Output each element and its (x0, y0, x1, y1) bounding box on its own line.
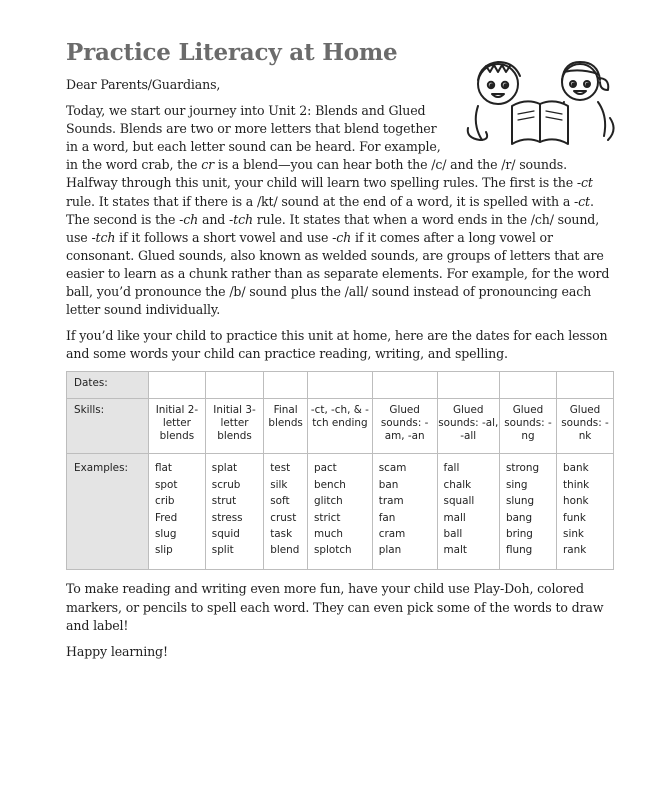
skills-row (67, 399, 614, 454)
examples-cell (437, 454, 499, 570)
example-word: bank (563, 462, 589, 475)
table-intro: If you’d like your child to practice this unit at home, here are the dates for each lesson and some words your child can practice reading, writing, and spelling. (66, 328, 608, 362)
skill-cell: Initial 2-letter blends (149, 399, 206, 454)
examples-label: Examples: (67, 454, 149, 570)
example-word: task (270, 528, 293, 541)
skill-cell: Final blends (264, 399, 308, 454)
example-word: malt (443, 544, 467, 557)
example-word: crib (155, 495, 175, 508)
example-word: fan (378, 511, 396, 524)
example-word: strict (314, 511, 341, 524)
example-word: pact (314, 462, 337, 475)
date-cell (149, 372, 206, 399)
skill-cell: Glued sounds: -nk (557, 399, 614, 454)
intro-italic-term: -ch (332, 229, 352, 245)
example-word: strut (211, 495, 237, 508)
example-word: slip (155, 544, 173, 557)
example-word: fall (443, 462, 460, 475)
example-word: honk (563, 495, 589, 508)
example-word: spot (155, 478, 178, 491)
example-word: slug (155, 528, 177, 541)
example-word: split (211, 544, 234, 557)
example-word: slung (505, 495, 535, 508)
letter-page (66, 38, 614, 661)
date-cell (557, 372, 614, 399)
skill-cell: Glued sounds: -ng (499, 399, 556, 454)
example-word: bring (505, 528, 533, 541)
intro-italic-term: -ct (576, 175, 593, 191)
intro-text: . The second is the (66, 193, 594, 227)
intro-text: is a blend—you can hear both the /c/ and the /r/ sounds. Halfway through this unit, your child will learn two spelling rules. The first is the (66, 157, 577, 191)
example-word: glitch (314, 495, 343, 508)
example-word: ball (443, 528, 463, 541)
example-word: crust (270, 511, 297, 524)
children-reading-book-icon (460, 58, 618, 146)
example-word: ban (378, 478, 399, 491)
example-word: silk (270, 478, 288, 491)
example-word: strong (505, 462, 540, 475)
example-word: rank (563, 544, 587, 557)
intro-text: rule. It states that if there is a /kt/ sound at the end of a word, it is spelled with a (66, 193, 575, 209)
intro-text: if it follows a short vowel and use (115, 229, 333, 245)
dates-label: Dates: (67, 372, 149, 399)
examples-cell (308, 454, 373, 570)
skill-cell: Glued sounds: -am, -an (372, 399, 437, 454)
example-word: chalk (443, 478, 472, 491)
example-word: scam (378, 462, 407, 475)
example-word: bench (314, 478, 346, 491)
example-word: think (563, 478, 590, 491)
example-word: mall (443, 511, 466, 524)
example-word: sink (563, 528, 584, 541)
examples-cell (264, 454, 308, 570)
dates-row (67, 372, 614, 399)
example-word: cram (378, 528, 406, 541)
example-word: squid (211, 528, 240, 541)
closing-paragraph: To make reading and writing even more fun, have your child use Play-Doh, colored markers, or pencils to spell each word. They can even pick some of the words to draw and label! (66, 581, 604, 633)
examples-row (67, 454, 614, 570)
salutation: Dear Parents/Guardians, (66, 77, 221, 92)
date-cell (499, 372, 556, 399)
intro-italic-term: -ch (179, 211, 199, 227)
example-word: much (314, 528, 344, 541)
examples-cell (149, 454, 206, 570)
skill-cell: Initial 3-letter blends (205, 399, 263, 454)
examples-cell (499, 454, 556, 570)
skill-cell: Glued sounds: -al, -all (437, 399, 499, 454)
date-cell (264, 372, 308, 399)
examples-cell (372, 454, 437, 570)
intro-italic-term: -tch (229, 211, 253, 227)
example-word: stress (211, 511, 243, 524)
date-cell (437, 372, 499, 399)
example-word: splat (211, 462, 238, 475)
example-word: sing (505, 478, 528, 491)
example-word: flat (155, 462, 172, 475)
intro-text: rule. It states that when a word ends in the /ch/ sound, use (66, 211, 600, 245)
example-word: splotch (314, 544, 352, 557)
page-title: Practice Literacy at Home (66, 39, 398, 66)
skills-label: Skills: (67, 399, 149, 454)
example-word: flung (505, 544, 533, 557)
lesson-table (66, 371, 614, 570)
example-word: scrub (211, 478, 241, 491)
intro-text: if it comes after a long vowel or consonant. Glued sounds, also known as welded sounds, are groups of letters that are easier to learn as a chunk rather than as separate elements. For example, for the word ball, you’d pronounce the /b/ sound plus the /all/ sound instead of pronouncing each letter sound individually. (66, 229, 610, 318)
date-cell (205, 372, 263, 399)
example-word: blend (270, 544, 300, 557)
example-word: soft (270, 495, 290, 508)
example-word: plan (378, 544, 402, 557)
skill-cell: -ct, -ch, & -tch ending (308, 399, 373, 454)
example-word: funk (563, 511, 586, 524)
example-word: test (270, 462, 291, 475)
intro-text: and (198, 211, 230, 227)
example-word: Fred (155, 511, 178, 524)
example-word: tram (378, 495, 404, 508)
signoff: Happy learning! (66, 643, 168, 659)
intro-text: Today, we start our journey into Unit 2: Blends and Glued Sounds. Blends are two or more letters that blend together in a word, but each letter sound can be heard. For example, in the word crab, the (66, 103, 441, 173)
intro-italic-term: -tch (91, 229, 116, 245)
intro-italic-term: cr (201, 157, 214, 173)
examples-cell (557, 454, 614, 570)
intro-italic-term: -ct (574, 193, 590, 209)
example-word: bang (505, 511, 533, 524)
date-cell (308, 372, 373, 399)
date-cell (372, 372, 437, 399)
examples-cell (205, 454, 263, 570)
example-word: squall (443, 495, 475, 508)
